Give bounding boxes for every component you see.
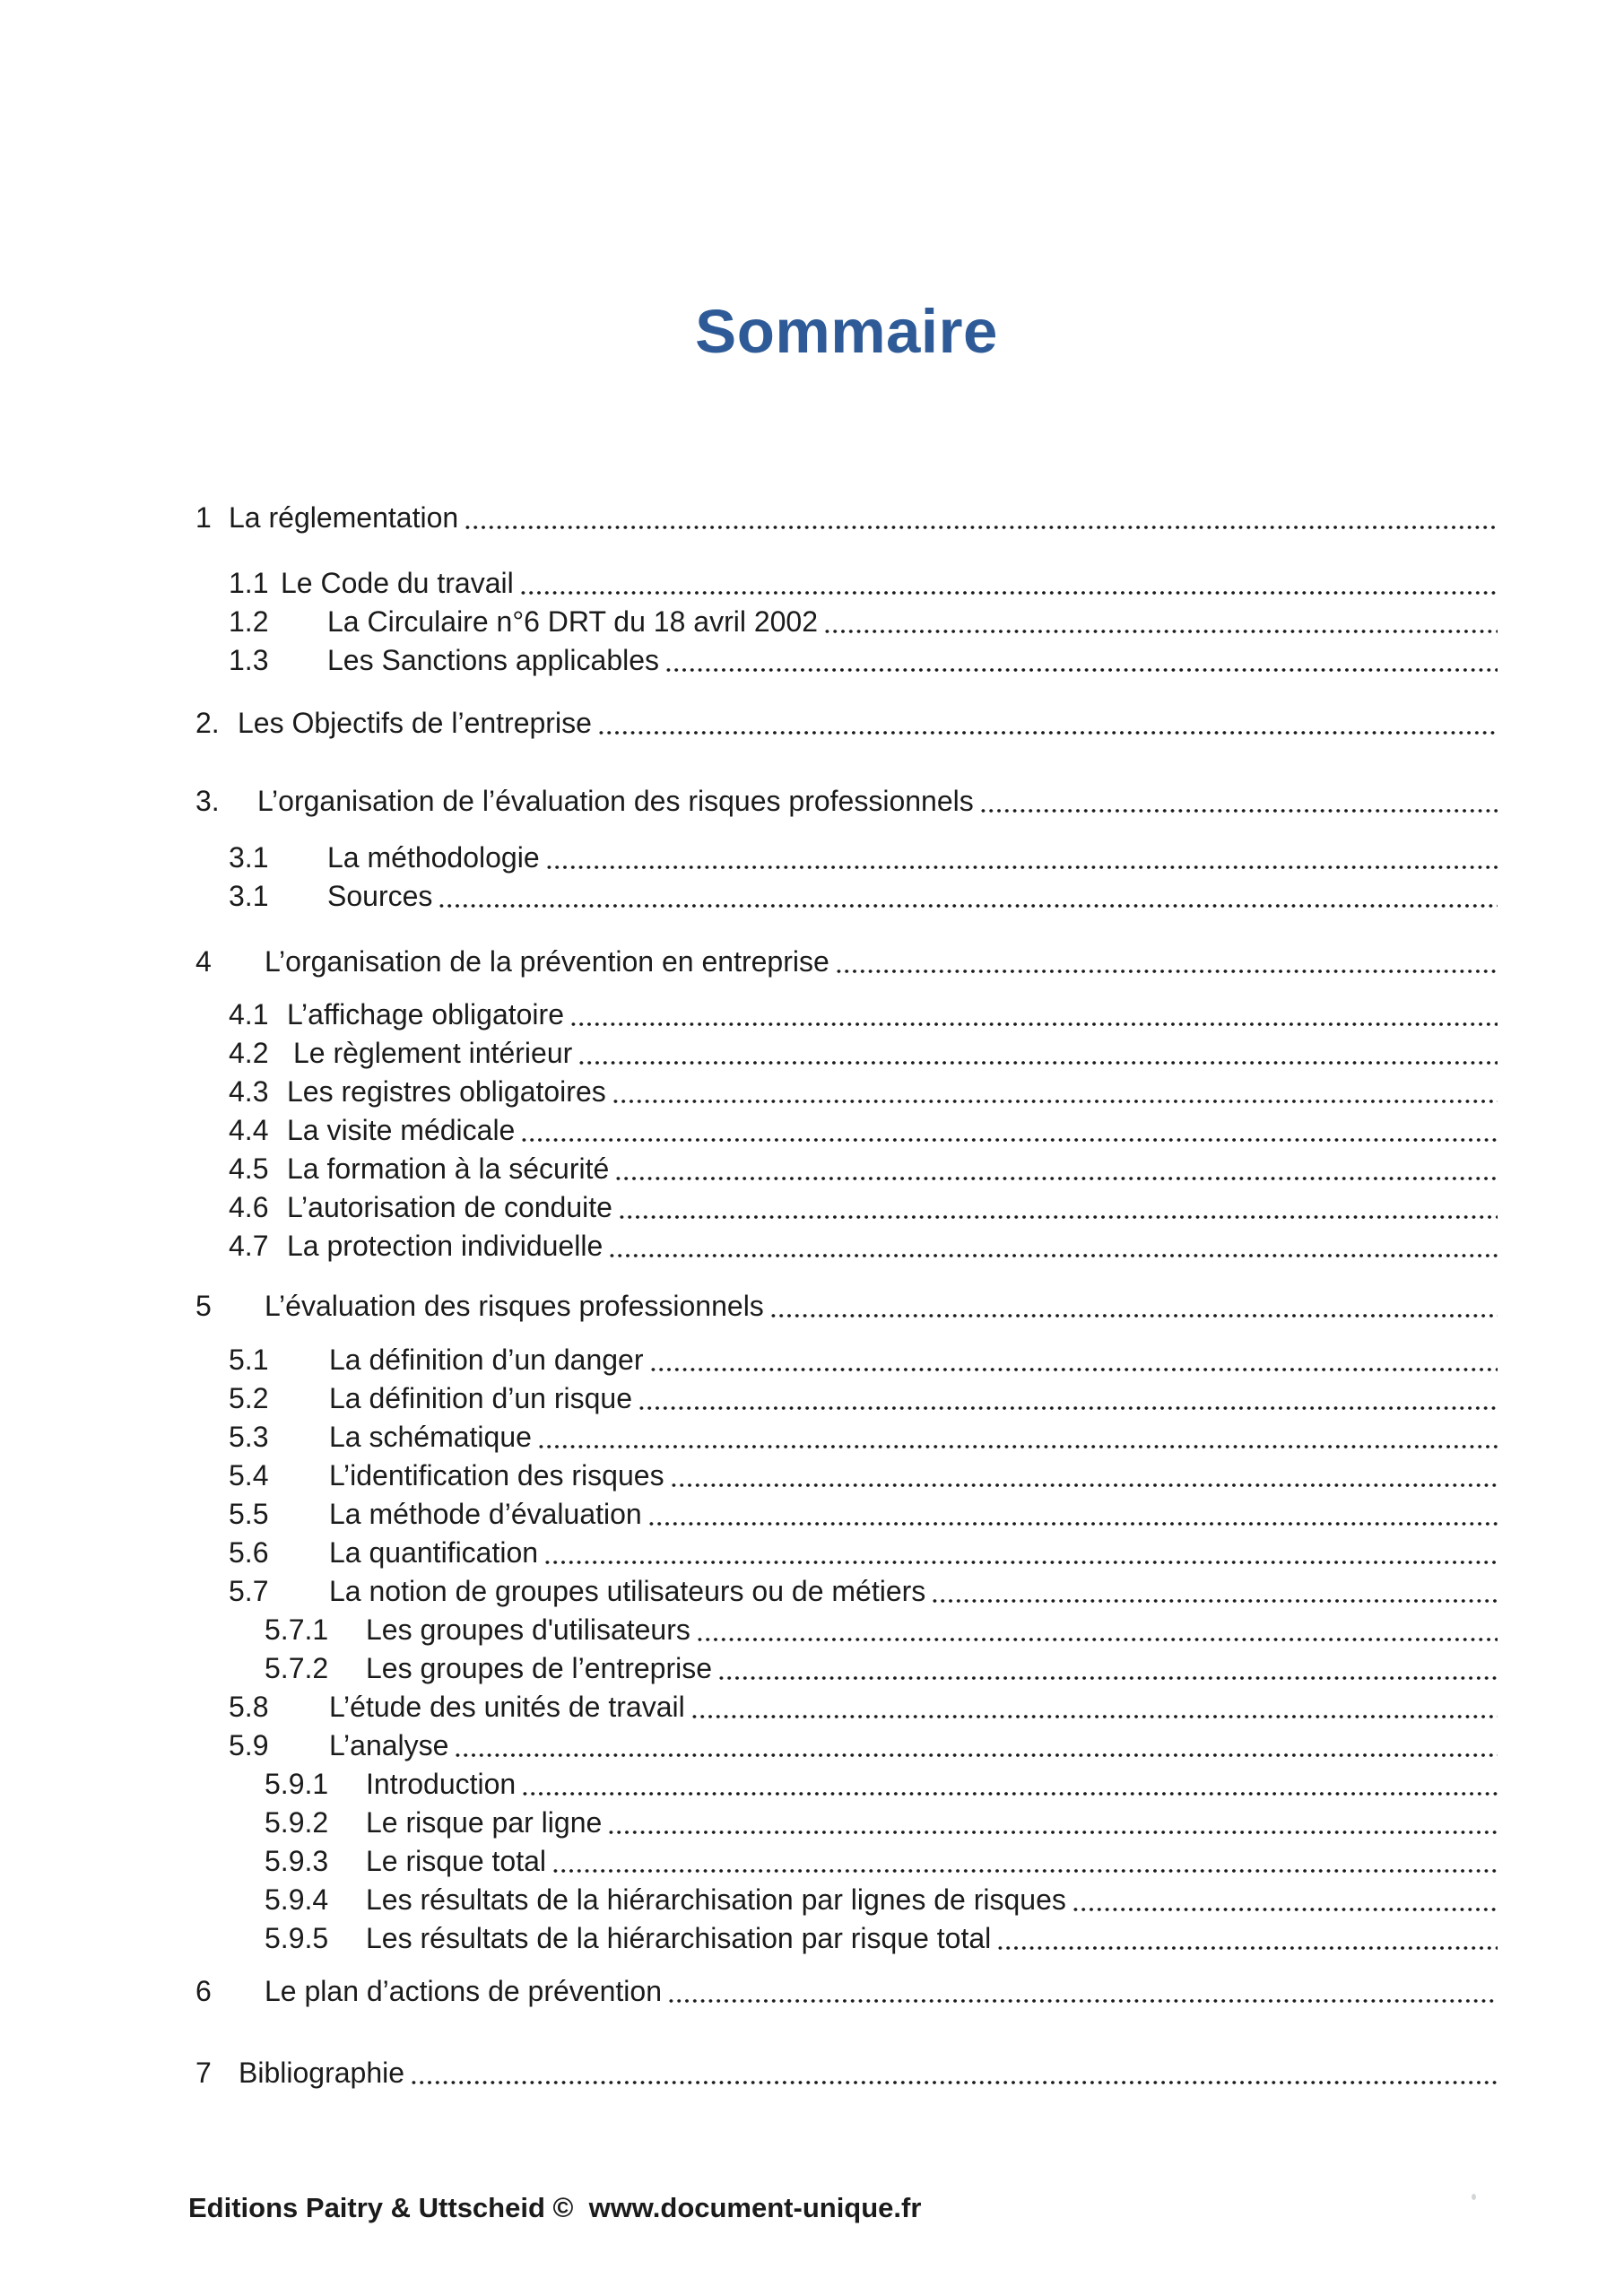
toc-entry-number: 7: [195, 2057, 212, 2089]
footer-text: Editions Paitry & Uttscheid © www.document-unique.fr: [188, 2192, 922, 2223]
toc-entry-number: 5.7.1: [265, 1613, 329, 1646]
toc-entry-number: 5.9.1: [265, 1768, 329, 1800]
toc-dotted-leader: [551, 1842, 1498, 1881]
toc-entry-number: 5.7: [229, 1575, 269, 1607]
toc-dotted-leader: [996, 1919, 1498, 1958]
toc-entry: [265, 1919, 1498, 1958]
toc-dotted-leader: [638, 1379, 1498, 1418]
toc-entry-label: La schématique: [329, 1421, 532, 1453]
toc-entry-number: 1.1: [229, 567, 269, 599]
toc-entry-number: 5.4: [229, 1459, 269, 1492]
toc-entry-number: 5.9.4: [265, 1883, 329, 1916]
toc-entry-label: La réglementation: [229, 501, 459, 534]
toc-entry-number: 3.1: [229, 880, 269, 912]
toc-entry: [195, 1972, 1498, 2011]
toc-entry-label: L’affichage obligatoire: [287, 998, 564, 1031]
toc-dotted-leader: [667, 1972, 1498, 2011]
toc-entry: [229, 1073, 1498, 1111]
toc-dotted-leader: [717, 1649, 1498, 1688]
page-title: Sommaire: [695, 297, 998, 366]
toc-dotted-leader: [931, 1572, 1498, 1611]
toc-entry-number: 5.1: [229, 1344, 269, 1376]
toc-entry-number: 1.3: [229, 644, 269, 676]
toc-entry-number: 5.5: [229, 1498, 269, 1530]
toc-entry-label: La notion de groupes utilisateurs ou de métiers: [329, 1575, 926, 1607]
toc-entry: [229, 564, 1498, 603]
toc-dotted-leader: [649, 1341, 1498, 1379]
toc-dotted-leader: [607, 1804, 1498, 1842]
toc-entry: [229, 877, 1498, 916]
toc-dotted-leader: [1072, 1881, 1498, 1919]
toc-dotted-leader: [519, 564, 1498, 603]
toc-entry: [229, 839, 1498, 877]
toc-entry-label: La quantification: [329, 1536, 539, 1569]
toc-entry-label: Les groupes d'utilisateurs: [366, 1613, 690, 1646]
toc-entry: [265, 1881, 1498, 1919]
toc-dotted-leader: [578, 1034, 1498, 1073]
toc-dotted-leader: [608, 1227, 1498, 1265]
toc-dotted-leader: [690, 1688, 1498, 1726]
toc-dotted-leader: [520, 1111, 1498, 1150]
toc-entry-label: L’étude des unités de travail: [329, 1691, 685, 1723]
toc-entry-number: 5.9.5: [265, 1922, 329, 1954]
toc-entry: [229, 1341, 1498, 1379]
toc-entry-number: 1.2: [229, 605, 269, 638]
toc-dotted-leader: [410, 2054, 1498, 2092]
toc-entry-number: 5.9.3: [265, 1845, 329, 1877]
toc-entry-label: La visite médicale: [287, 1114, 516, 1146]
toc-entry-number: 2.: [195, 707, 220, 739]
toc-entry: [229, 1188, 1498, 1227]
toc-entry-number: 5.9: [229, 1729, 269, 1761]
table-of-contents: [195, 499, 1498, 2092]
toc-entry-number: 5.3: [229, 1421, 269, 1453]
toc-dotted-leader: [569, 996, 1498, 1034]
toc-entry-label: Le plan d’actions de prévention: [265, 1975, 662, 2007]
toc-entry-label: L’évaluation des risques professionnels: [265, 1290, 764, 1322]
toc-entry: [229, 1457, 1498, 1495]
toc-entry-label: La protection individuelle: [287, 1230, 604, 1262]
toc-dotted-leader: [618, 1188, 1498, 1227]
toc-entry-number: 4.7: [229, 1230, 269, 1262]
toc-entry-number: 5.2: [229, 1382, 269, 1414]
toc-entry-label: Les résultats de la hiérarchisation par lignes de risques: [366, 1883, 1066, 1916]
toc-entry: [195, 2054, 1498, 2092]
toc-entry: [229, 1034, 1498, 1073]
toc-entry: [195, 782, 1498, 821]
toc-dotted-leader: [664, 641, 1498, 680]
scan-artifact-dot: [1472, 2194, 1476, 2200]
toc-entry-label: L’identification des risques: [329, 1459, 664, 1492]
toc-entry: [265, 1804, 1498, 1842]
toc-dotted-leader: [543, 1534, 1498, 1572]
toc-entry-label: La formation à la sécurité: [287, 1152, 610, 1185]
toc-entry: [229, 641, 1498, 680]
toc-entry-number: 4.5: [229, 1152, 269, 1185]
toc-entry-label: Le risque par ligne: [366, 1806, 603, 1839]
toc-entry-number: 5.6: [229, 1536, 269, 1569]
toc-entry-label: La méthode d’évaluation: [329, 1498, 642, 1530]
toc-entry-label: La Circulaire n°6 DRT du 18 avril 2002: [327, 605, 819, 638]
toc-entry-number: 4: [195, 945, 212, 978]
toc-entry-label: L’organisation de l’évaluation des risques professionnels: [257, 785, 974, 817]
toc-entry-label: Le risque total: [366, 1845, 547, 1877]
toc-entry-number: 5: [195, 1290, 212, 1322]
toc-entry-label: L’analyse: [329, 1729, 449, 1761]
toc-dotted-leader: [612, 1073, 1498, 1111]
toc-entry: [229, 1495, 1498, 1534]
toc-entry-number: 4.3: [229, 1075, 269, 1108]
toc-entry: [229, 1379, 1498, 1418]
toc-entry: [229, 1534, 1498, 1572]
toc-dotted-leader: [769, 1287, 1498, 1326]
toc-entry-label: Introduction: [366, 1768, 517, 1800]
toc-entry: [229, 1688, 1498, 1726]
toc-entry-label: La définition d’un risque: [329, 1382, 633, 1414]
toc-entry-number: 5.9.2: [265, 1806, 329, 1839]
toc-entry-label: Les registres obligatoires: [287, 1075, 606, 1108]
toc-entry-label: L’organisation de la prévention en entreprise: [265, 945, 829, 978]
toc-dotted-leader: [670, 1457, 1498, 1495]
toc-dotted-leader: [823, 603, 1498, 641]
toc-dotted-leader: [614, 1150, 1498, 1188]
toc-entry-label: La méthodologie: [327, 841, 540, 874]
toc-dotted-leader: [537, 1418, 1498, 1457]
toc-entry: [229, 1418, 1498, 1457]
toc-entry-number: 1: [195, 501, 212, 534]
toc-entry: [195, 943, 1498, 981]
toc-entry: [229, 1726, 1498, 1765]
toc-entry-number: 5.7.2: [265, 1652, 329, 1684]
toc-entry: [229, 1572, 1498, 1611]
toc-entry: [265, 1842, 1498, 1881]
toc-entry-number: 6: [195, 1975, 212, 2007]
toc-entry: [195, 704, 1498, 743]
toc-entry: [195, 499, 1498, 537]
toc-entry-label: Les Objectifs de l’entreprise: [238, 707, 592, 739]
toc-entry-label: Les Sanctions applicables: [327, 644, 660, 676]
toc-entry-label: L’autorisation de conduite: [287, 1191, 612, 1223]
toc-entry-number: 4.4: [229, 1114, 269, 1146]
toc-entry-label: Le règlement intérieur: [293, 1037, 573, 1069]
toc-entry-label: Sources: [327, 880, 433, 912]
toc-entry: [265, 1765, 1498, 1804]
toc-entry-label: La définition d’un danger: [329, 1344, 644, 1376]
toc-entry-number: 4.6: [229, 1191, 269, 1223]
toc-entry: [265, 1649, 1498, 1688]
toc-dotted-leader: [835, 943, 1498, 981]
toc-dotted-leader: [647, 1495, 1498, 1534]
toc-dotted-leader: [454, 1726, 1498, 1765]
toc-entry-label: Les groupes de l’entreprise: [366, 1652, 713, 1684]
toc-dotted-leader: [979, 782, 1498, 821]
toc-entry-number: 5.8: [229, 1691, 269, 1723]
toc-dotted-leader: [521, 1765, 1498, 1804]
toc-entry-number: 3.: [195, 785, 220, 817]
toc-entry: [229, 1111, 1498, 1150]
toc-entry: [229, 1150, 1498, 1188]
toc-entry-number: 4.2: [229, 1037, 269, 1069]
toc-entry: [265, 1611, 1498, 1649]
toc-entry-number: 3.1: [229, 841, 269, 874]
toc-entry: [229, 996, 1498, 1034]
toc-dotted-leader: [438, 877, 1498, 916]
toc-entry-label: Les résultats de la hiérarchisation par risque total: [366, 1922, 992, 1954]
toc-dotted-leader: [545, 839, 1498, 877]
toc-dotted-leader: [464, 499, 1498, 537]
toc-entry-label: Bibliographie: [239, 2057, 405, 2089]
toc-entry: [229, 603, 1498, 641]
toc-dotted-leader: [696, 1611, 1498, 1649]
toc-entry-label: Le Code du travail: [281, 567, 514, 599]
toc-entry: [229, 1227, 1498, 1265]
toc-entry-number: 4.1: [229, 998, 269, 1031]
toc-entry: [195, 1287, 1498, 1326]
toc-dotted-leader: [597, 704, 1498, 743]
